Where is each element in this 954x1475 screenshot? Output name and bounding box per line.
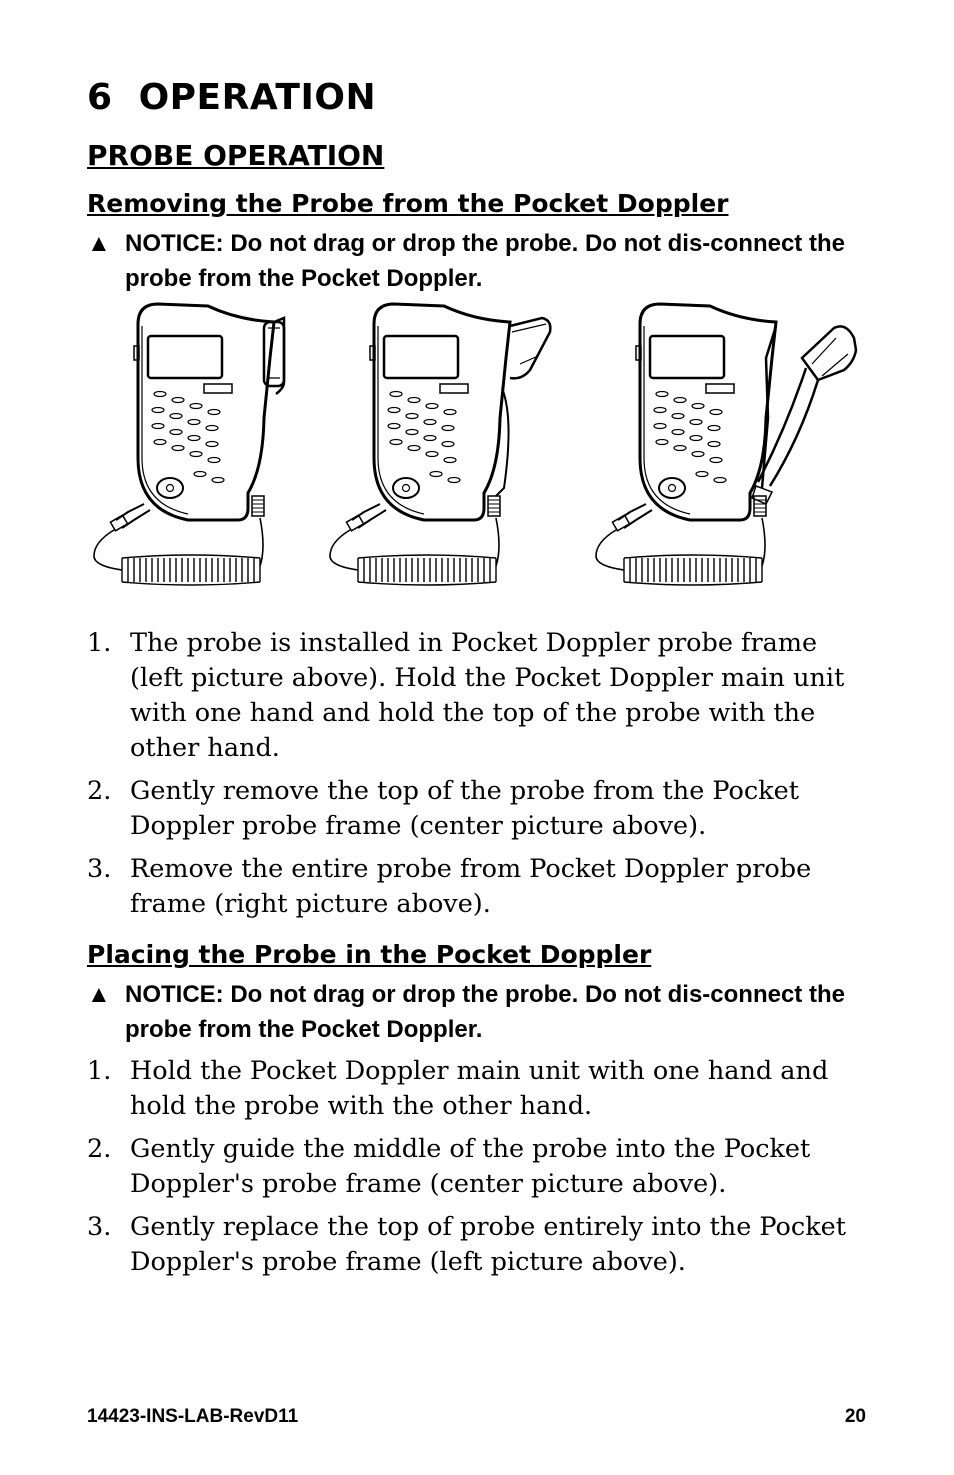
list-item <box>87 774 877 844</box>
step-text: Gently guide the middle of the probe into the Pocket Doppler's probe frame (center picture above). <box>130 1134 811 1199</box>
panel-probe-fully-removed <box>596 304 856 585</box>
panel-probe-top-removed <box>330 304 550 585</box>
placing-heading: Placing the Probe in the Pocket Doppler <box>87 940 652 969</box>
chapter-title: OPERATION <box>138 77 377 118</box>
placing-notice <box>87 977 877 1047</box>
removing-notice <box>87 226 877 296</box>
chapter-number: 6 <box>87 77 113 118</box>
section-title: PROBE OPERATION <box>87 139 385 172</box>
list-item <box>87 1132 877 1202</box>
list-item <box>87 852 877 922</box>
notice-text: NOTICE: Do not drag or drop the probe. Do not dis-connect the probe from the Pocket Doppler. <box>125 230 845 292</box>
probe-removal-illustration <box>88 298 868 598</box>
list-item <box>87 1210 877 1280</box>
warning-triangle-icon: ▲ <box>87 981 111 1008</box>
panel-probe-installed <box>94 304 284 585</box>
document-id: 14423-INS-LAB-RevD11 <box>87 1406 299 1427</box>
chapter-heading <box>87 76 376 120</box>
step-text: Remove the entire probe from Pocket Doppler probe frame (right picture above). <box>130 854 812 919</box>
step-number: 3. <box>87 1212 112 1242</box>
removing-heading: Removing the Probe from the Pocket Doppler <box>87 189 729 218</box>
removing-steps <box>87 626 877 930</box>
step-number: 1. <box>87 628 112 658</box>
list-item <box>87 626 877 766</box>
placing-steps <box>87 1054 877 1288</box>
page-number: 20 <box>844 1406 866 1427</box>
step-number: 2. <box>87 1134 112 1164</box>
step-number: 2. <box>87 776 112 806</box>
step-text: Hold the Pocket Doppler main unit with one hand and hold the probe with the other hand. <box>130 1056 829 1121</box>
step-number: 1. <box>87 1056 112 1086</box>
notice-text: NOTICE: Do not drag or drop the probe. Do not dis-connect the probe from the Pocket Doppler. <box>125 981 845 1043</box>
step-text: Gently replace the top of probe entirely into the Pocket Doppler's probe frame (left picture above). <box>130 1212 846 1277</box>
step-number: 3. <box>87 854 112 884</box>
step-text: The probe is installed in Pocket Doppler probe frame (left picture above). Hold the Pocket Doppler main unit with one hand and hold the top of the probe with the other hand. <box>130 628 845 763</box>
warning-triangle-icon: ▲ <box>87 230 111 257</box>
list-item <box>87 1054 877 1124</box>
step-text: Gently remove the top of the probe from the Pocket Doppler probe frame (center picture above). <box>130 776 799 841</box>
